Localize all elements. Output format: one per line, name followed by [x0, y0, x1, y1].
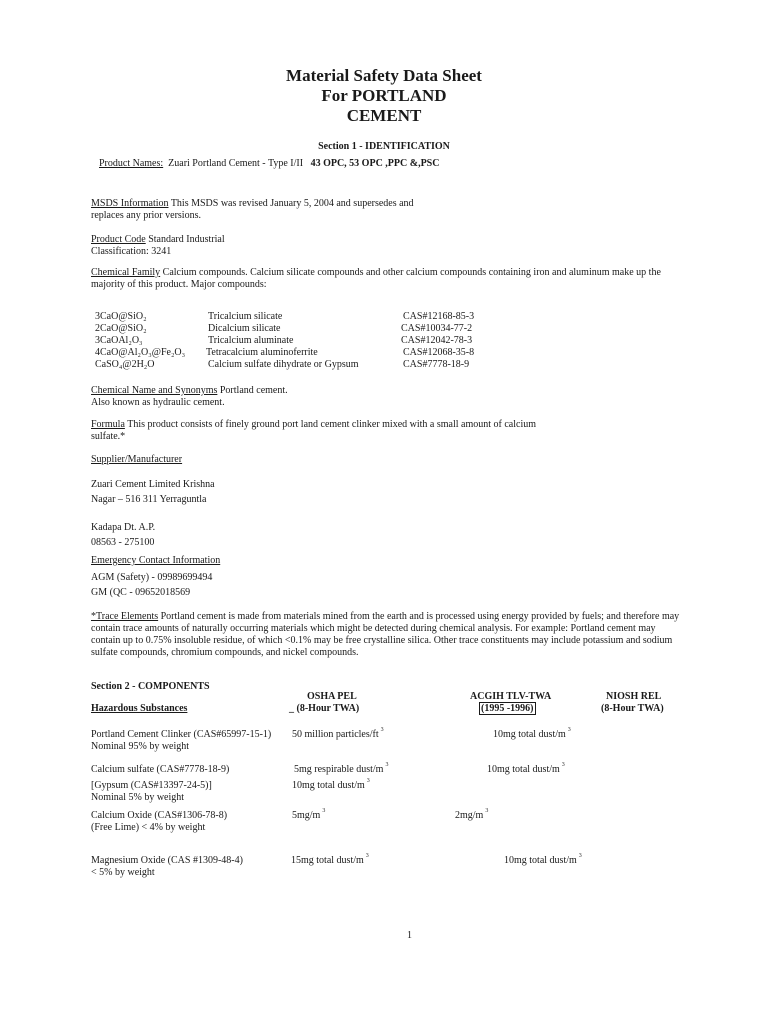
substance-weight: Nominal 5% by weight [91, 792, 185, 803]
product-names-label: Product Names: [99, 158, 164, 169]
product-names-value: Zuari Portland Cement - Type I/II [168, 158, 304, 169]
formula-line2: sulfate.* [91, 431, 126, 442]
supplier-line3: Kadapa Dt. A.P. [91, 522, 156, 533]
osha-value-text: 5mg respirable dust/m [294, 764, 384, 775]
osha-value-text: 15mg total dust/m [291, 855, 364, 866]
trace-text: Portland cement is made from materials mined from the earth and is processed using energy provided by fuels; and therefore may [158, 611, 680, 622]
osha-value-text: 5mg/m [292, 810, 321, 821]
acgih-value-text: 10mg total dust/m [493, 729, 566, 740]
doc-title-line1: Material Safety Data Sheet [286, 66, 482, 85]
col-niosh-title: NIOSH REL [606, 691, 662, 702]
col-substance-header: Hazardous Substances [91, 703, 188, 714]
chem-family-text: Calcium compounds. Calcium silicate compounds and other calcium compounds containing iron and aluminum make up the [160, 267, 661, 278]
chem-name-text: Portland cement. [217, 385, 288, 396]
substance-weight: Nominal 95% by weight [91, 741, 190, 752]
acgih-value [455, 808, 489, 823]
msds-info-line2: replaces any prior versions. [91, 210, 201, 221]
chem-family-label: Chemical Family [91, 267, 161, 278]
acgih-value-text: 10mg total dust/m [487, 764, 560, 775]
trace-line1 [91, 611, 679, 623]
compound-name: Tricalcium silicate [208, 311, 283, 322]
doc-title-line2: For PORTLAND [321, 86, 447, 105]
compound-cas: CAS#12168-85-3 [403, 311, 475, 322]
osha-value [292, 729, 382, 742]
supplier-line2: Nagar – 516 311 Yerraguntla [91, 494, 207, 505]
acgih-value-text: 10mg total dust/m [504, 855, 577, 866]
superscript-3: 3 [365, 853, 369, 859]
osha-value [291, 855, 367, 868]
compound-formula: CaSO₄@2H₂O [95, 359, 155, 370]
compound-name: Calcium sulfate dihydrate or Gypsum [208, 359, 359, 370]
supplier-line1: Zuari Cement Limited Krishna [91, 479, 215, 490]
compound-name: Dicalcium silicate [208, 323, 281, 334]
substance-name: Calcium sulfate (CAS#7778-18-9) [91, 764, 230, 775]
acgih-value [487, 764, 563, 777]
msds-info-text: This MSDS was revised January 5, 2004 and supersedes and [168, 198, 414, 209]
osha-value [294, 762, 389, 777]
product-code-line1 [91, 234, 225, 246]
compound-cas: CAS#12042-78-3 [401, 335, 473, 346]
trace-line2: contain trace amounts of naturally occurring materials which might be detected during chemical analysis. For example: Portland cement may [91, 623, 656, 634]
acgih-value [493, 729, 569, 742]
acgih-value-text: 2mg/m [455, 810, 484, 821]
superscript-3: 3 [567, 727, 571, 733]
product-code-label: Product Code [91, 234, 146, 245]
superscript-3: 3 [561, 762, 565, 768]
compound-name: Tricalcium aluminate [208, 335, 294, 346]
product-code-text: Standard Industrial [145, 234, 225, 245]
msds-info-line1 [91, 198, 414, 210]
supplier-label: Supplier/Manufacturer [91, 454, 183, 465]
osha-value-text: 10mg total dust/m [292, 780, 365, 791]
compound-cas: CAS#10034-77-2 [401, 323, 473, 334]
supplier-line4: 08563 - 275100 [91, 537, 155, 548]
superscript-3: 3 [578, 853, 582, 859]
acgih-value [504, 855, 580, 868]
substance-weight: < 5% by weight [91, 867, 155, 878]
compound-cas: CAS#7778-18-9 [403, 359, 470, 370]
superscript-3: 3 [366, 778, 370, 784]
formula-line1 [91, 419, 536, 431]
formula-text: This product consists of finely ground port land cement clinker mixed with a small amount of calcium [124, 419, 537, 430]
doc-title-line3: CEMENT [346, 106, 422, 125]
emergency-line2: GM (QC - 09652018569 [91, 587, 191, 598]
osha-value [292, 780, 368, 793]
col-niosh-sub: (8-Hour TWA) [601, 703, 664, 714]
emergency-line1: AGM (Safety) - 09989699494 [91, 572, 213, 583]
superscript-3: 3 [485, 808, 489, 814]
substance-name: Calcium Oxide (CAS#1306-78-8) [91, 810, 228, 821]
compound-cas: CAS#12068-35-8 [403, 347, 475, 358]
chem-family-line2: majority of this product. Major compounds: [91, 279, 267, 290]
compound-formula: 3CaOAl₂O₃ [95, 335, 143, 346]
col-osha-sub: _ (8-Hour TWA) [289, 703, 360, 714]
substance-weight: (Free Lime) < 4% by weight [91, 822, 206, 833]
col-acgih-title: ACGIH TLV-TWA [470, 691, 552, 702]
compound-formula: 3CaO@SiO₂ [95, 311, 147, 322]
col-osha-title: OSHA PEL [307, 691, 357, 702]
col-acgih-sub [479, 703, 536, 715]
chem-name-line1 [91, 385, 288, 397]
product-names [99, 158, 439, 170]
page-number: 1 [407, 930, 412, 941]
substance-name: Magnesium Oxide (CAS #1309-48-4) [91, 855, 243, 866]
osha-value [292, 808, 326, 823]
superscript-3: 3 [385, 762, 389, 768]
msds-info-label: MSDS Information [91, 198, 169, 209]
chem-family-line1 [91, 267, 661, 279]
section2-heading: Section 2 - COMPONENTS [91, 681, 210, 692]
trace-line3: contain up to 0.75% insoluble residue, of which <0.1% may be free crystalline silica. Other trace constituents may include potassium and sodium [91, 635, 673, 646]
trace-line4: sulfate compounds, chromium compounds, and nickel compounds. [91, 647, 359, 658]
formula-label: Formula [91, 419, 125, 430]
compound-formula: 2CaO@SiO₂ [95, 323, 147, 334]
product-code-line2: Classification: 3241 [91, 246, 172, 257]
superscript-3: 3 [322, 808, 326, 814]
chem-name-line2: Also known as hydraulic cement. [91, 397, 225, 408]
substance-name: [Gypsum (CAS#13397-24-5)] [91, 780, 212, 791]
substance-name: Portland Cement Clinker (CAS#65997-15-1) [91, 729, 272, 740]
compound-formula: 4CaO@Al₂O₃@Fe₂O₃ [95, 347, 186, 358]
section1-heading: Section 1 - IDENTIFICATION [318, 141, 450, 152]
osha-value-text: 50 million particles/ft [292, 729, 379, 740]
trace-label: *Trace Elements [91, 611, 159, 622]
emergency-label: Emergency Contact Information [91, 555, 221, 566]
product-names-grades: 43 OPC, 53 OPC ,PPC &,PSC [310, 158, 440, 169]
acgih-years: (1995 -1996) [481, 703, 534, 714]
compound-name: Tetracalcium aluminoferrite [206, 347, 318, 358]
chem-name-label: Chemical Name and Synonyms [91, 385, 218, 396]
superscript-3: 3 [380, 727, 384, 733]
